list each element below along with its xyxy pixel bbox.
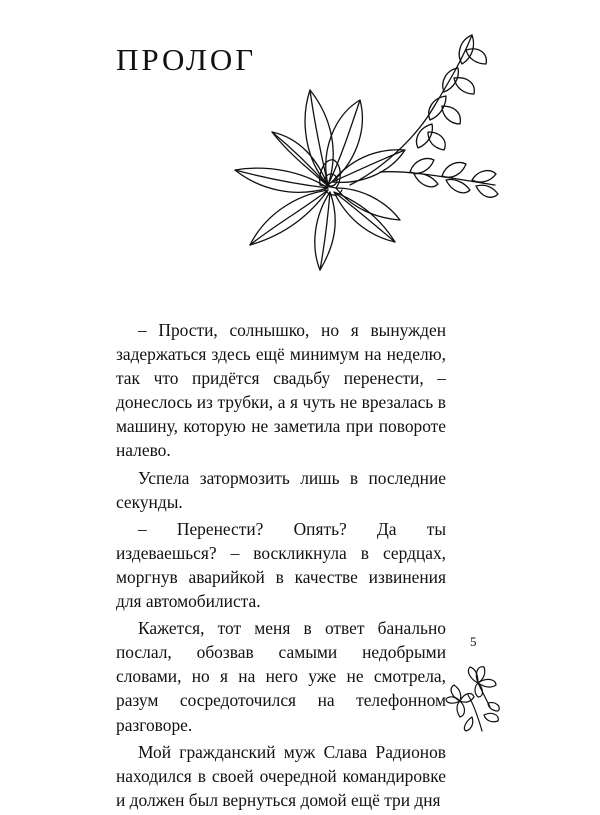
- chapter-heading: ПРОЛОГ: [116, 42, 257, 77]
- page-number: 5: [470, 634, 477, 649]
- paragraph: Мой гражданский муж Слава Радионов находился в своей очередной командировке и должен был вернуться домой ещё три дня: [116, 741, 446, 810]
- body-text: [116, 318, 446, 815]
- paragraph: Успела затормозить лишь в последние секунды.: [116, 467, 446, 512]
- flower-illustration: [210, 20, 510, 290]
- small-flower-illustration: [438, 655, 510, 735]
- paragraph: – Прости, солнышко, но я вынужден задержаться здесь ещё минимум на неделю, так что придётся свадьбу перенести, – донеслось из трубки, а я чуть не врезалась в машину, которую не заметила при повороте налево.: [116, 320, 446, 461]
- paragraph: Кажется, тот меня в ответ банально послал, обозвав самыми недобрыми словами, но я на него уже не смотрела, разум сосредоточился на телефонном разговоре.: [116, 618, 446, 735]
- paragraph: – Перенести? Опять? Да ты издеваешься? – воскликнула в сердцах, моргнув аварийкой в качестве извинения для автомобилиста.: [116, 518, 446, 612]
